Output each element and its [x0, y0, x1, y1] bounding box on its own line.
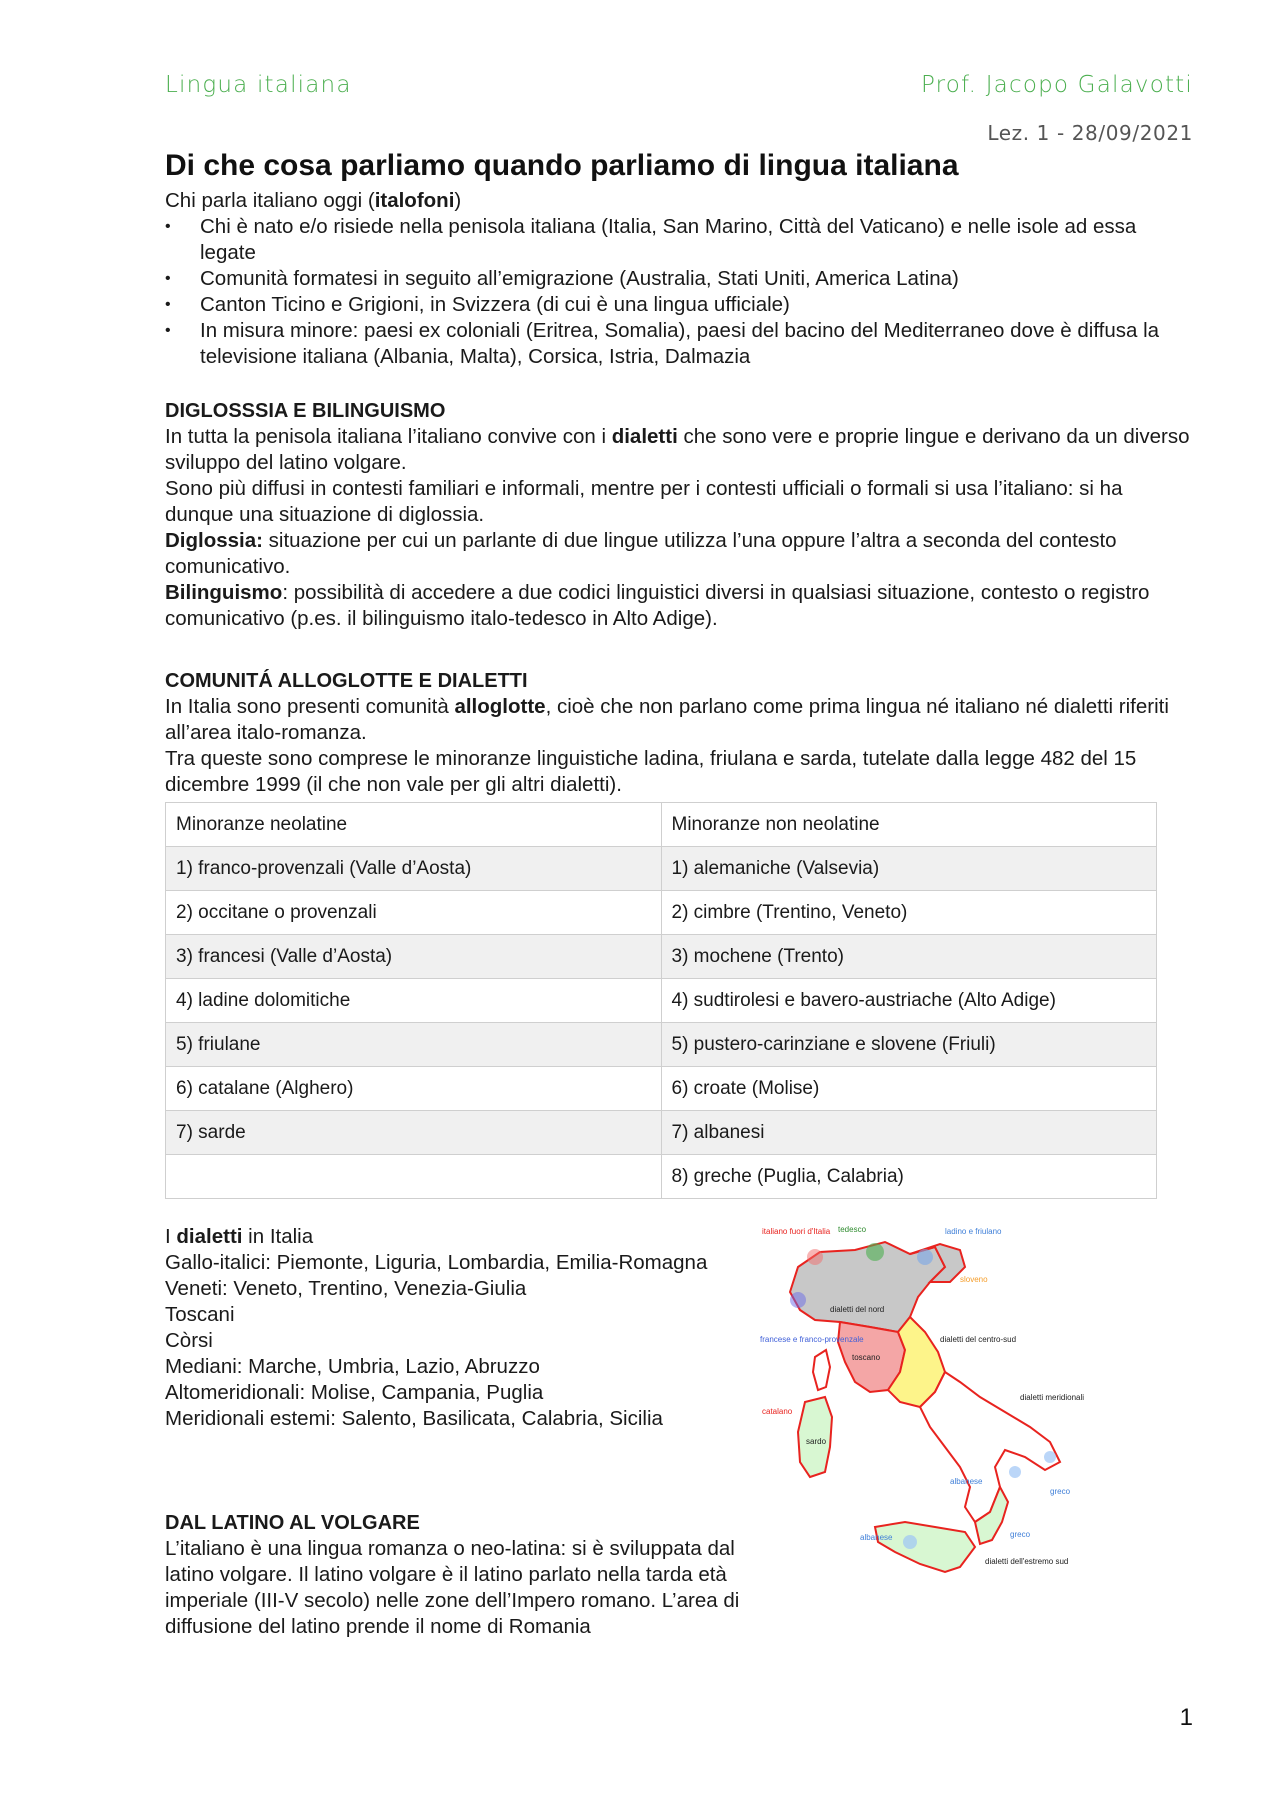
- dialetti-lead: I dialetti in Italia: [165, 1225, 314, 1248]
- section-heading: DIGLOSSSIA E BILINGUISMO: [165, 400, 446, 422]
- table-header-cell: Minoranze non neolatine: [661, 803, 1157, 847]
- table-cell: 3) mochene (Trento): [661, 935, 1157, 979]
- intro-section: [165, 188, 1195, 370]
- map-patch-tedesco: [866, 1243, 884, 1261]
- page-number: 1: [1179, 1704, 1193, 1731]
- table-cell: 6) croate (Molise): [661, 1067, 1157, 1111]
- map-label: sloveno: [960, 1275, 988, 1284]
- table-row: [166, 1111, 1157, 1155]
- definition-diglossia: Diglossia: situazione per cui un parlante di due lingue utilizza l’una oppure l’altra a seconda del contesto comunicativo.: [165, 529, 1117, 578]
- table-header-cell: Minoranze neolatine: [166, 803, 662, 847]
- table-cell: 7) albanesi: [661, 1111, 1157, 1155]
- alloglotte-section: [165, 668, 1195, 798]
- table-cell: 2) occitane o provenzali: [166, 891, 662, 935]
- dialect-line: Altomeridionali: Molise, Campania, Puglia: [165, 1381, 544, 1404]
- dialect-line: Gallo-italici: Piemonte, Liguria, Lombardia, Emilia-Romagna: [165, 1251, 708, 1274]
- table-row: [166, 979, 1157, 1023]
- table-cell: 4) ladine dolomitiche: [166, 979, 662, 1023]
- map-label: francese e franco-provenzale: [760, 1335, 864, 1344]
- table-row: [166, 1155, 1157, 1199]
- table-cell: 5) friulane: [166, 1023, 662, 1067]
- list-item: • Chi è nato e/o risiede nella penisola italiana (Italia, San Marino, Città del Vaticano) e nelle isole ad essa legate: [165, 214, 1195, 266]
- table-cell: 4) sudtirolesi e bavero-austriache (Alto Adige): [661, 979, 1157, 1023]
- dialect-line: Veneti: Veneto, Trentino, Venezia-Giulia: [165, 1277, 527, 1300]
- map-label: dialetti del centro-sud: [940, 1335, 1017, 1344]
- map-label: italiano fuori d'Italia: [762, 1227, 831, 1236]
- table-cell: [166, 1155, 662, 1199]
- intro-lead: Chi parla italiano oggi (italofoni): [165, 189, 462, 212]
- section-heading: COMUNITÁ ALLOGLOTTE E DIALETTI: [165, 670, 528, 692]
- list-item: • Canton Ticino e Grigioni, in Svizzera (di cui è una lingua ufficiale): [165, 292, 1195, 318]
- map-label: catalano: [762, 1407, 793, 1416]
- map-region-corsica: [813, 1350, 830, 1390]
- map-label: ladino e friulano: [945, 1227, 1002, 1236]
- map-label: albanese: [950, 1477, 983, 1486]
- course-name: Lingua italiana: [165, 72, 352, 98]
- table-cell: 7) sarde: [166, 1111, 662, 1155]
- list-item: • In misura minore: paesi ex coloniali (Eritrea, Somalia), paesi del bacino del Mediterraneo dove è diffusa la televisione italiana (Albania, Malta), Corsica, Istria, Dalmazia: [165, 318, 1195, 370]
- italy-dialect-map: [760, 1222, 1120, 1622]
- table-cell: 1) alemaniche (Valsevia): [661, 847, 1157, 891]
- map-label: dialetti del nord: [830, 1305, 885, 1314]
- table-header-row: [166, 803, 1157, 847]
- map-patch-sicilia: [903, 1535, 917, 1549]
- map-patch-fuori: [807, 1249, 823, 1265]
- map-label: toscano: [852, 1353, 881, 1362]
- map-label: dialetti dell'estremo sud: [985, 1557, 1069, 1566]
- section-heading: DAL LATINO AL VOLGARE: [165, 1512, 420, 1534]
- paragraph: Tra queste sono comprese le minoranze linguistiche ladina, friulana e sarda, tutelate dalla legge 482 del 15 dicembre 1999 (il che non vale per gli altri dialetti).: [165, 747, 1137, 796]
- dialect-line: Mediani: Marche, Umbria, Lazio, Abruzzo: [165, 1355, 540, 1378]
- table-row: [166, 891, 1157, 935]
- paragraph: L’italiano è una lingua romanza o neo-latina: si è sviluppata dal latino volgare. Il latino volgare è il latino parlato nella tarda età imperiale (III-V secolo) nelle zone dell’Impero romano. L’area di diffusione del latino prende il nome di Romania: [165, 1537, 740, 1638]
- map-label: dialetti meridionali: [1020, 1393, 1085, 1402]
- table-row: [166, 847, 1157, 891]
- diglossia-section: [165, 398, 1195, 632]
- minorities-table: [165, 802, 1157, 1199]
- dialect-line: Còrsi: [165, 1329, 213, 1352]
- paragraph: Sono più diffusi in contesti familiari e informali, mentre per i contesti ufficiali o formali si usa l’italiano: si ha dunque una situazione di diglossia.: [165, 477, 1123, 526]
- map-region-sicilia: [875, 1522, 975, 1572]
- list-item: • Comunità formatesi in seguito all’emigrazione (Australia, Stati Uniti, America Latina): [165, 266, 1195, 292]
- map-patch-greco: [1044, 1451, 1056, 1463]
- table-cell: 5) pustero-carinziane e slovene (Friuli): [661, 1023, 1157, 1067]
- map-label: greco: [1050, 1487, 1071, 1496]
- dialect-line: Toscani: [165, 1303, 235, 1326]
- dialetti-section: [165, 1224, 725, 1432]
- map-patch-francese: [790, 1292, 806, 1308]
- dialect-line: Meridionali estemi: Salento, Basilicata, Calabria, Sicilia: [165, 1407, 663, 1430]
- professor-name: Prof. Jacopo Galavotti: [920, 72, 1193, 98]
- page-title: Di che cosa parliamo quando parliamo di lingua italiana: [165, 149, 959, 182]
- definition-bilinguismo: Bilinguismo: possibilità di accedere a due codici linguistici diversi in qualsiasi situazione, contesto o registro comunicativo (p.es. il bilinguismo italo-tedesco in Alto Adige).: [165, 581, 1150, 630]
- table-cell: 2) cimbre (Trentino, Veneto): [661, 891, 1157, 935]
- map-label: tedesco: [838, 1225, 867, 1234]
- table-cell: 1) franco-provenzali (Valle d’Aosta): [166, 847, 662, 891]
- table-row: [166, 935, 1157, 979]
- lesson-date: Lez. 1 - 28/09/2021: [987, 121, 1193, 145]
- table-row: [166, 1023, 1157, 1067]
- map-label: albanese: [860, 1533, 893, 1542]
- latino-section: [165, 1510, 740, 1640]
- table-cell: 8) greche (Puglia, Calabria): [661, 1155, 1157, 1199]
- table-cell: 6) catalane (Alghero): [166, 1067, 662, 1111]
- map-label: sardo: [806, 1437, 827, 1446]
- map-patch-albanese: [1009, 1466, 1021, 1478]
- paragraph: In tutta la penisola italiana l’italiano convive con i dialetti che sono vere e proprie lingue e derivano da un diverso sviluppo del latino volgare.: [165, 425, 1190, 474]
- italofoni-term: italofoni: [374, 189, 455, 212]
- table-cell: 3) francesi (Valle d’Aosta): [166, 935, 662, 979]
- map-label: greco: [1010, 1530, 1031, 1539]
- paragraph: In Italia sono presenti comunità alloglotte, cioè che non parlano come prima lingua né italiano né dialetti riferiti all’area italo-romanza.: [165, 695, 1169, 744]
- map-patch-ladino: [917, 1249, 933, 1265]
- table-row: [166, 1067, 1157, 1111]
